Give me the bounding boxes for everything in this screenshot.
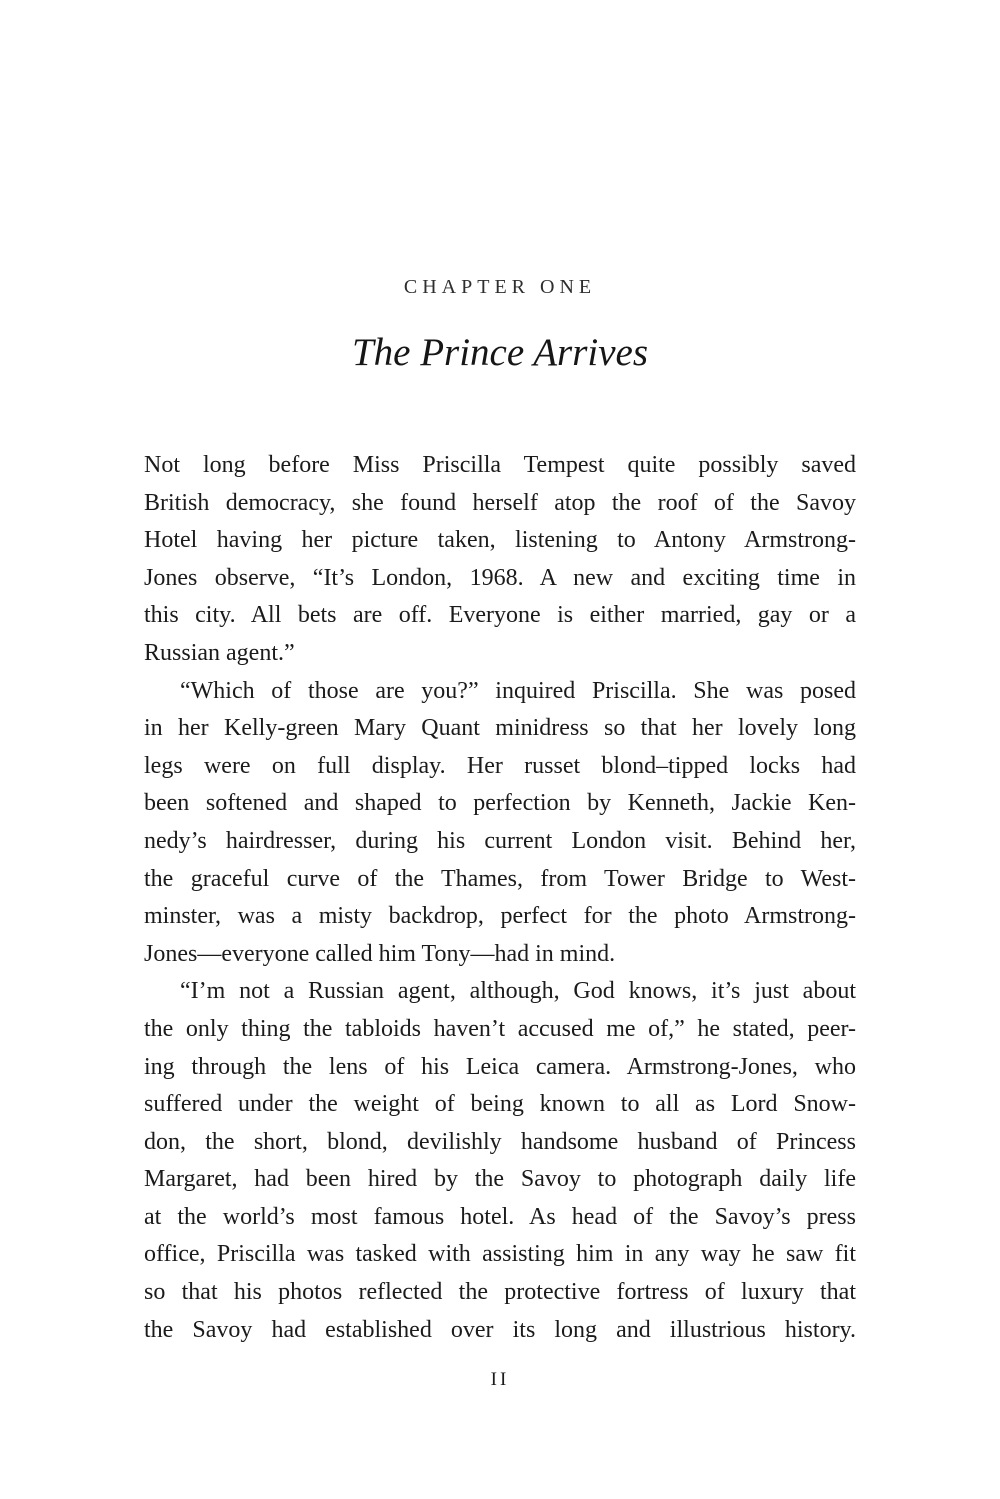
text-line: Jones—everyone called him Tony—had in mind. [144,940,616,967]
text-line: at the world’s most famous hotel. As head of the Savoy’s press [144,1203,856,1230]
chapter-heading: CHAPTER ONE [403,276,597,298]
text-line: so that his photos reflected the protective fortress of luxury that [144,1279,856,1306]
text-line: the only thing the tabloids haven’t accused me of,” he stated, peer- [144,1015,856,1042]
text-line: ing through the lens of his Leica camera. Armstrong-Jones, who [144,1053,856,1080]
text-line: the graceful curve of the Thames, from Tower Bridge to West- [144,865,856,892]
text-line: British democracy, she found herself atop the roof of the Savoy [144,489,856,516]
text-line: the Savoy had established over its long and illustrious history. [144,1316,856,1343]
paragraph [144,973,856,1349]
page-number: II [490,1369,510,1391]
text-line: this city. All bets are off. Everyone is either married, gay or a [144,602,856,629]
text-line: “I’m not a Russian agent, although, God knows, it’s just about [180,978,856,1005]
text-line: Not long before Miss Priscilla Tempest quite possibly saved [144,452,856,478]
paragraph [144,447,856,673]
text-line: Jones observe, “It’s London, 1968. A new and exciting time in [144,564,856,591]
chapter-title: The Prince Arrives [351,331,649,374]
text-line: nedy’s hairdresser, during his current London visit. Behind her, [144,827,856,854]
text-line: “Which of those are you?” inquired Priscilla. She was posed [180,677,856,704]
text-line: don, the short, blond, devilishly handsome husband of Princess [144,1128,856,1155]
text-line: office, Priscilla was tasked with assisting him in any way he saw fit [144,1241,856,1268]
text-line: Russian agent.” [144,639,295,666]
body-text [144,447,856,1349]
text-line: been softened and shaped to perfection by Kenneth, Jackie Ken- [144,790,856,817]
text-line: Hotel having her picture taken, listening to Antony Armstrong- [144,527,856,554]
text-line: minster, was a misty backdrop, perfect for the photo Armstrong- [144,903,856,930]
text-line: legs were on full display. Her russet blond–tipped locks had [144,752,856,779]
text-line: Margaret, had been hired by the Savoy to photograph daily life [144,1166,856,1193]
paragraph [144,673,856,974]
text-line: in her Kelly-green Mary Quant minidress so that her lovely long [144,715,856,742]
text-line: suffered under the weight of being known to all as Lord Snow- [144,1091,856,1118]
